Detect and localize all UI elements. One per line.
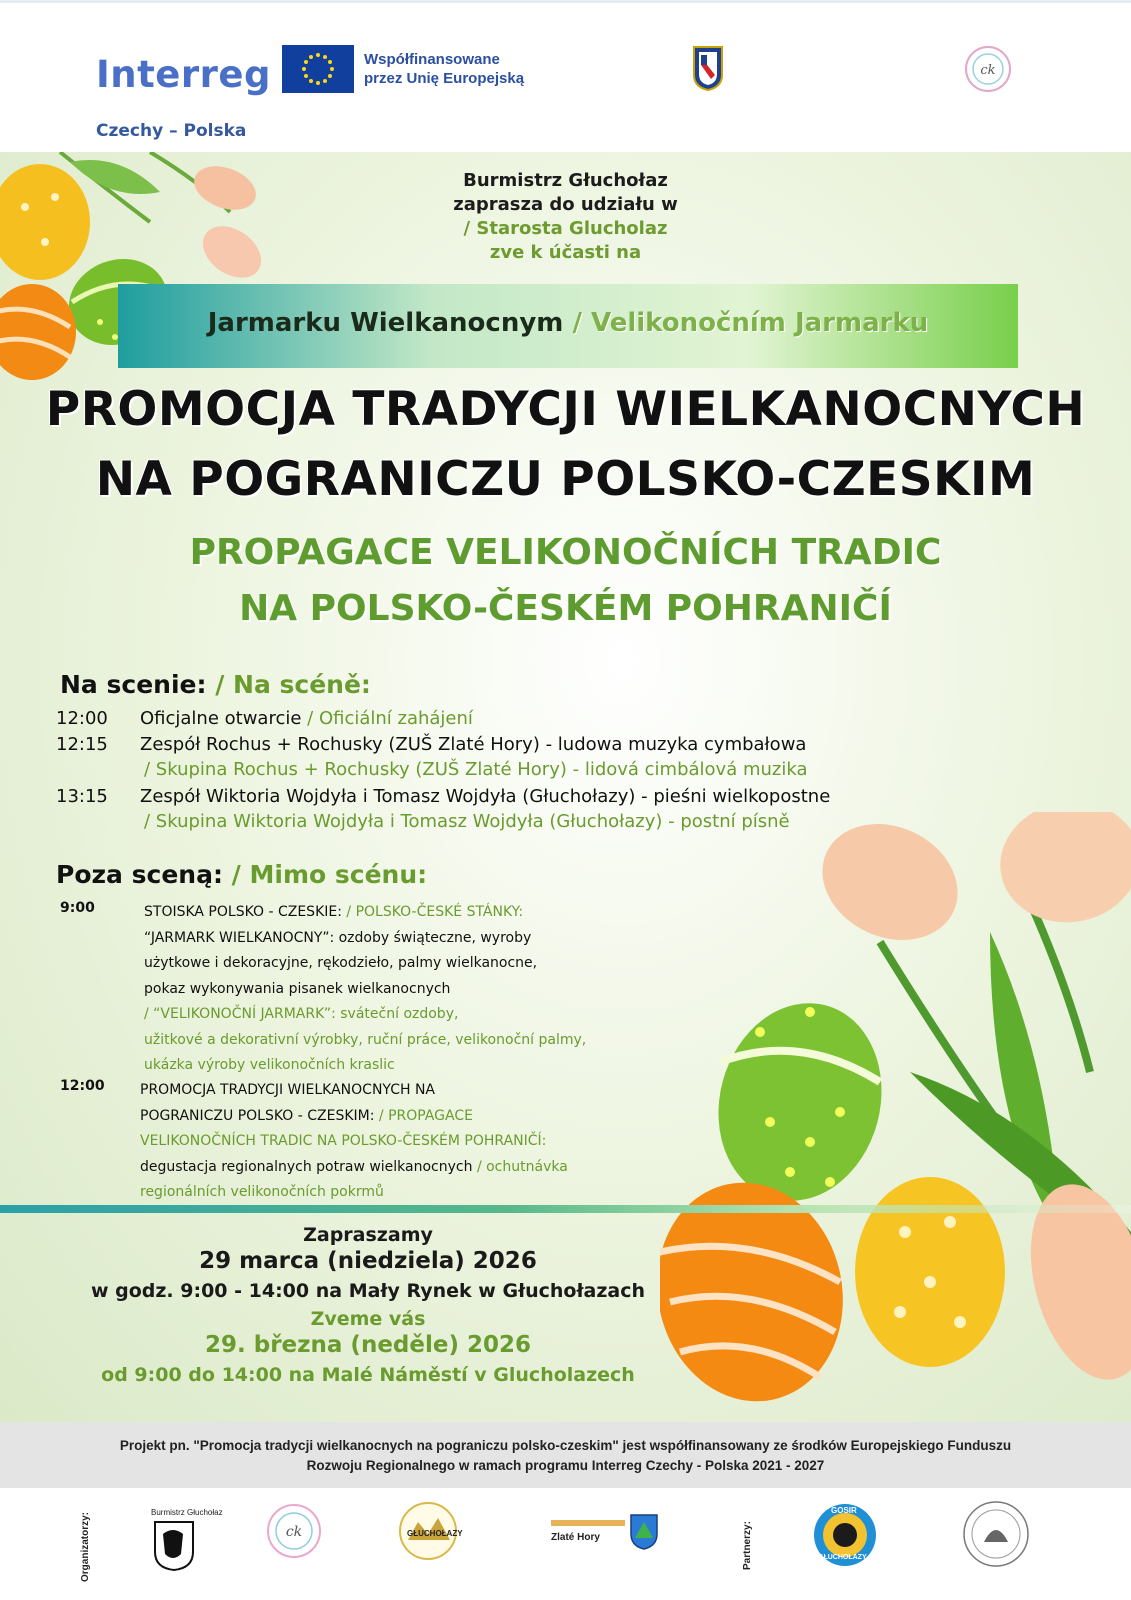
organizers-label: Organizatorzy: xyxy=(80,1511,91,1582)
date-pl: 29 marca (niedziela) 2026 xyxy=(199,1248,537,1274)
title-pl-line2: NA POGRANICZU POLSKO-CZESKIM xyxy=(95,452,1036,507)
burmistrz-caption: Burmistrz Głuchołaz xyxy=(151,1508,223,1517)
invite-cz: Zveme vás xyxy=(310,1308,426,1330)
cofinanced-line2: przez Unię Europejską xyxy=(364,70,525,87)
interreg-logo: Interreg xyxy=(96,53,271,96)
stage-item xyxy=(56,786,1056,838)
stage-desc-cz: / Skupina Rochus + Rochusky (ZUŠ Zlaté Hory) - lidová cimbálová muzika xyxy=(144,759,808,780)
invite-pl: Zapraszamy xyxy=(303,1224,433,1246)
stage-desc-pl: Zespół Rochus + Rochusky (ZUŠ Zlaté Hory) - ludowa muzyka cymbałowa xyxy=(140,734,807,755)
cofinanced-text xyxy=(364,50,524,88)
off-stage-body xyxy=(140,1078,700,1206)
event-name xyxy=(118,308,1018,338)
date-cz: 29. března (neděle) 2026 xyxy=(204,1332,531,1358)
stage-desc-pl: Oficjalne otwarcie xyxy=(140,708,302,729)
off-stage-item xyxy=(60,900,760,1085)
coat-of-arms-icon xyxy=(692,45,724,91)
library-logo-icon xyxy=(962,1500,1030,1568)
zlate-hory-stripe xyxy=(551,1520,625,1526)
cofinanced-line1: Współfinansowane xyxy=(364,51,500,68)
invitation-line3: / Starosta Glucholaz xyxy=(463,218,668,239)
off-stage-line xyxy=(140,1155,700,1181)
off-stage-line: PROMOCJA TRADYCJI WIELKANOCNYCH NA xyxy=(140,1082,436,1098)
off-stage-line: “JARMARK WIELKANOCNY”: ozdoby świąteczne, wyroby xyxy=(144,929,532,946)
tasting-pl: degustacja regionalnych potraw wielkanocnych xyxy=(140,1158,473,1175)
off-stage-line: użytkowe i dekoracyjne, rękodzieło, palmy wielkanocne, xyxy=(144,955,538,971)
project-info-bar xyxy=(0,1422,1131,1488)
off-stage-line xyxy=(144,900,704,926)
off-stage-heading-cz: / Mimo scénu: xyxy=(222,860,428,889)
event-name-cz: / Velikonočním Jarmarku xyxy=(563,308,929,338)
event-name-banner xyxy=(118,284,1018,368)
logos-strip xyxy=(0,1488,1131,1600)
main-poster-area xyxy=(0,152,1131,1422)
promo-cz: / PROPAGACE xyxy=(374,1107,473,1124)
title-pl-line1: PROMOCJA TRADYCJI WIELKANOCNYCH xyxy=(45,382,1086,437)
off-stage-item xyxy=(60,1078,760,1208)
off-stage-time: 12:00 xyxy=(60,1078,105,1094)
zlate-hory-text: Zlaté Hory xyxy=(551,1532,600,1543)
place-pl: w godz. 9:00 - 14:00 na Mały Rynek w Głuchołazach xyxy=(90,1280,646,1302)
stage-time: 12:00 xyxy=(56,708,108,729)
place-cz: od 9:00 do 14:00 na Malé Náměstí v Glucholazech xyxy=(101,1364,635,1386)
zlate-hory-crest-icon xyxy=(630,1514,658,1550)
glucholazy-crest-icon xyxy=(153,1520,195,1572)
gosir-top-text: GOSIR xyxy=(831,1506,857,1515)
title-cz-line1: PROPAGACE VELIKONOČNÍCH TRADIC xyxy=(189,532,942,573)
invitation-line4: zve k účasti na xyxy=(489,242,642,263)
off-stage-line: / “VELIKONOČNÍ JARMARK”: sváteční ozdoby, xyxy=(144,1006,459,1022)
project-line1: Projekt pn. "Promocja tradycji wielkanocnych na pograniczu polsko-czeskim" jest współfinansowany ze środków Europejskiego Funduszu xyxy=(119,1438,1012,1453)
off-stage-line: užitkové a dekorativní výrobky, ruční práce, velikonoční palmy, xyxy=(144,1031,587,1048)
project-info-text xyxy=(20,1436,1111,1476)
divider-bar xyxy=(0,1205,1131,1213)
glucholazy-logo-text: GŁUCHOŁAZY xyxy=(407,1529,463,1538)
off-stage-body xyxy=(144,900,704,1079)
stage-desc-cz: / Oficiální zahájení xyxy=(301,708,473,729)
invitation-line2: zaprasza do udziału w xyxy=(453,194,678,215)
off-stage-heading-pl: Poza sceną: xyxy=(56,860,223,889)
off-stage-time: 9:00 xyxy=(60,900,95,916)
stands-cz: / POLSKO-ČESKÉ STÁNKY: xyxy=(341,904,524,920)
partners-label: Partnerzy: xyxy=(742,1521,753,1570)
header xyxy=(0,0,1131,155)
promo-pl: POGRANICZU POLSKO - CZESKIM: xyxy=(140,1107,375,1124)
eu-flag-icon xyxy=(282,45,354,93)
cultural-center-seal-icon xyxy=(964,45,1012,93)
off-stage-line: VELIKONOČNÍCH TRADIC NA POLSKO-ČESKÉM POHRANIČÍ: xyxy=(140,1133,547,1149)
invitation-line1: Burmistrz Głuchołaz xyxy=(463,170,668,191)
project-line2: Rozwoju Regionalnego w ramach programu Interreg Czechy - Polska 2021 - 2027 xyxy=(306,1458,825,1473)
off-stage-line: ukázka výroby velikonočních kraslic xyxy=(144,1057,395,1073)
stands-pl: STOISKA POLSKO - CZESKIE: xyxy=(144,904,342,920)
stage-time: 13:15 xyxy=(56,786,108,807)
stage-desc-cz: / Skupina Wiktoria Wojdyła i Tomasz Wojdyła (Głuchołazy) - postní písně xyxy=(144,811,790,832)
event-name-pl: Jarmarku Wielkanocnym xyxy=(207,308,564,338)
on-stage-heading-cz: / Na scéně: xyxy=(206,670,371,699)
stage-time: 12:15 xyxy=(56,734,108,755)
off-stage-heading xyxy=(56,860,427,889)
title-cz-line2: NA POLSKO-ČESKÉM POHRANIČÍ xyxy=(239,588,892,629)
svg-text:ck: ck xyxy=(285,1524,303,1540)
off-stage-line: regionálních velikonočních pokrmů xyxy=(140,1184,384,1200)
on-stage-heading xyxy=(60,670,371,699)
off-stage-line xyxy=(140,1104,700,1130)
stage-item xyxy=(56,734,1056,786)
svg-text:ck: ck xyxy=(980,63,996,78)
stage-item xyxy=(56,708,1056,734)
cultural-center-logo-icon xyxy=(265,1502,323,1560)
on-stage-heading-pl: Na scenie: xyxy=(60,670,207,699)
stage-desc-pl: Zespół Wiktoria Wojdyła i Tomasz Wojdyła (Głuchołazy) - pieśni wielkopostne xyxy=(140,786,831,807)
gosir-bottom-text: GŁUCHOŁAZY xyxy=(818,1554,867,1561)
stage-desc xyxy=(140,708,473,729)
off-stage-line: pokaz wykonywania pisanek wielkanocnych xyxy=(144,980,451,997)
region-label: Czechy – Polska xyxy=(96,121,247,141)
tasting-cz: / ochutnávka xyxy=(472,1158,568,1175)
